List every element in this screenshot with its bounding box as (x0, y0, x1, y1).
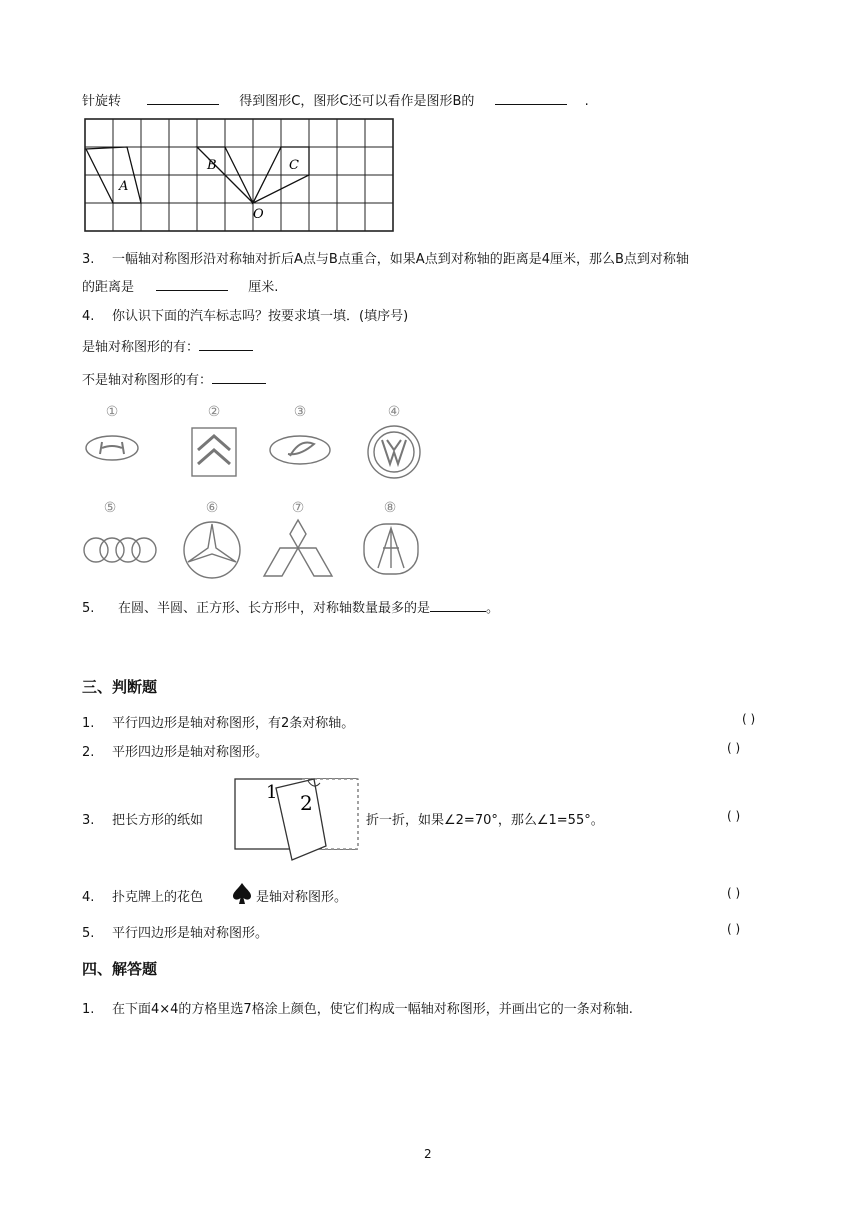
q3-line1 (82, 248, 689, 267)
q3-number: 3. (82, 252, 95, 267)
label-o: O (253, 207, 264, 222)
spade-icon (232, 882, 252, 906)
rotation-grid-figure (83, 117, 398, 233)
mitsubishi-logo-icon (264, 520, 332, 576)
q3-text-2a: 的距离是 (82, 280, 135, 295)
judge-2-text: 平形四边形是轴对称图形。 (112, 745, 269, 760)
logo-num-3: ③ (293, 404, 307, 420)
judge-5-answer-paren[interactable]: ( ) (727, 922, 741, 936)
logo-num-4: ④ (387, 404, 401, 420)
judge-3-text-a: 把长方形的纸如 (112, 813, 204, 828)
q4-nonsym-label: 不是轴对称图形的有： (82, 373, 213, 388)
q4-number: 4. (82, 309, 95, 324)
judge-3-answer-paren[interactable]: ( ) (727, 809, 741, 823)
judge-4-text-b-wrap (256, 886, 347, 905)
logo-num-7: ⑦ (291, 500, 305, 516)
judge-5-number: 5. (82, 926, 95, 941)
q2-end: . (584, 94, 589, 109)
label-b: B (207, 158, 217, 173)
section3-title: 三、判断题 (82, 678, 158, 696)
judge-4-answer-paren[interactable]: ( ) (727, 886, 741, 900)
judge-item-2 (82, 741, 268, 760)
q4-text: 你认识下面的汽车标志吗？按要求填一填．(填序号) (112, 309, 409, 324)
answer-item-1 (82, 998, 633, 1017)
logo-num-1: ① (105, 404, 119, 420)
answer-1-number: 1. (82, 1002, 95, 1017)
q2-text1: 针旋转 (82, 94, 122, 109)
judge-4-number: 4. (82, 890, 95, 905)
citroen-logo-icon (192, 428, 236, 476)
judge-1-answer-paren[interactable]: ( ) (742, 712, 756, 726)
q4-prompt (82, 305, 408, 324)
q4-sym-blank[interactable] (199, 336, 253, 351)
q4-nonsym-blank[interactable] (212, 369, 266, 384)
folded-paper-figure (232, 776, 364, 864)
angle-1-label: 1 (266, 782, 278, 803)
q5-row (82, 597, 499, 616)
q2-text2: 得到图形C，图形C还可以看作是图形B的 (239, 94, 475, 109)
q4-nonsym-row (82, 369, 266, 388)
q3-blank[interactable] (156, 276, 228, 291)
oval-logo-icon (270, 436, 330, 464)
judge-item-1 (82, 712, 354, 731)
judge-item-5 (82, 922, 268, 941)
volkswagen-logo-icon (368, 426, 420, 478)
judge-1-text: 平行四边形是轴对称图形，有2条对称轴。 (112, 716, 355, 731)
q4-sym-row (82, 336, 253, 355)
judge-3-text-b-wrap (366, 809, 604, 828)
judge-2-number: 2. (82, 745, 95, 760)
page-number: 2 (424, 1147, 432, 1161)
q2-continuation (82, 90, 589, 109)
car-logos-figure (78, 398, 438, 584)
judge-4-text-b: 是轴对称图形。 (256, 890, 348, 905)
judge-2-answer-paren[interactable]: ( ) (727, 741, 741, 755)
logo-num-8: ⑧ (383, 500, 397, 516)
label-a: A (119, 179, 129, 194)
q2-blank-1[interactable] (147, 90, 219, 105)
logo-num-2: ② (207, 404, 221, 420)
judge-item-3 (82, 809, 203, 828)
audi-logo-icon (84, 538, 156, 562)
q3-text: 一幅轴对称图形沿对称轴对折后A点与B点重合，如果A点到对称轴的距离是4厘米，那么B点到对称轴 (112, 252, 689, 267)
judge-4-text-a: 扑克牌上的花色 (112, 890, 204, 905)
judge-item-4 (82, 886, 203, 905)
q5-text: 在圆、半圆、正方形、长方形中，对称轴数量最多的是 (118, 601, 431, 616)
q3-line2 (82, 276, 278, 295)
q4-sym-label: 是轴对称图形的有： (82, 340, 200, 355)
logo-num-5: ⑤ (103, 500, 117, 516)
judge-5-text: 平行四边形是轴对称图形。 (112, 926, 269, 941)
q5-end: 。 (486, 601, 500, 616)
angle-2-label: 2 (300, 791, 313, 815)
section4-title: 四、解答题 (82, 960, 158, 978)
logo-num-6: ⑥ (205, 500, 219, 516)
q2-blank-2[interactable] (495, 90, 567, 105)
hyundai-logo-icon (86, 436, 138, 460)
judge-3-text-b: 折一折，如果∠2=70°，那么∠1=55°。 (366, 813, 604, 828)
q3-text-2b: 厘米. (248, 280, 279, 295)
q5-number: 5. (82, 601, 95, 616)
label-c: C (289, 158, 299, 173)
mercedes-logo-icon (184, 522, 240, 578)
judge-1-number: 1. (82, 716, 95, 731)
acura-logo-icon (364, 524, 418, 574)
answer-1-text: 在下面4×4的方格里选7格涂上颜色，使它们构成一幅轴对称图形，并画出它的一条对称轴. (112, 1002, 633, 1017)
judge-3-number: 3. (82, 813, 95, 828)
q5-blank[interactable] (430, 597, 486, 612)
